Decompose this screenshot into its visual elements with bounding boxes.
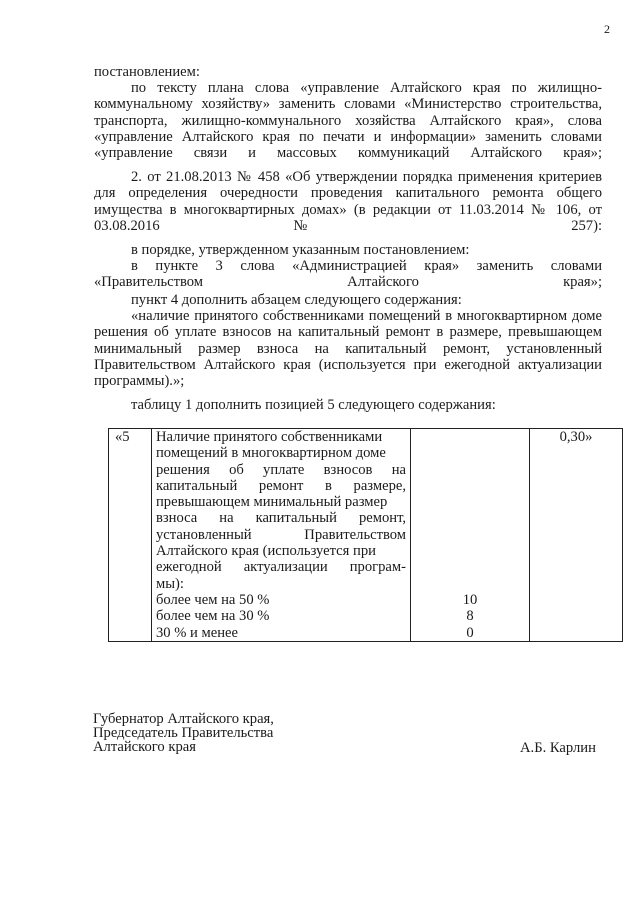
signature-title-line: Губернатор Алтайского края, [93,711,274,727]
option-points: 8 [466,608,474,625]
paragraph-point-3 [94,258,602,291]
points-cell [411,429,530,642]
criterion-cell [152,429,411,642]
paragraph-table-intro: таблицу 1 дополнить позицией 5 следующего содержания: [131,397,496,413]
signature-block [93,712,274,754]
option-label: более чем на 30 % [156,608,270,625]
criterion-line: помещений в многоквартирном доме [156,445,386,462]
paragraph-point-4: пункт 4 дополнить абзацем следующего содержания: [131,292,462,308]
option-points: 0 [466,624,474,641]
criterion-line: ежегодной актуализации програм- [156,559,406,576]
paragraph-point-3-content: в пункте 3 слова «Администрацией края» заменить словами «Правительством Алтайского края»; [94,258,602,291]
paragraph-quote [94,308,602,389]
criterion-line: мы): [156,575,184,592]
table-row [109,429,623,642]
option-label: 30 % и менее [156,624,238,641]
criterion-line: капитальный ремонт в размере, [156,477,406,494]
signature-title-line: Председатель Правительства [93,725,274,741]
paragraph-intro: постановлением: [94,64,200,80]
criterion-line: установленный Правительством [156,526,406,543]
position-cell: «5 [109,429,152,642]
option-label: более чем на 50 % [156,591,270,608]
weight-cell: 0,30» [530,429,623,642]
signatory-name: А.Б. Карлин [520,740,596,756]
criterion-line: взноса на капитальный ремонт, [156,510,406,527]
addition-table [108,428,623,642]
paragraph-plan-text-content: по тексту плана слова «управление Алтайского края по жилищно-коммунальному хозяйству» заменить словами «Министерство строительства, транспорта, жилищно-коммунального хозяйства Алтайского края», слова «управление Алтайского края по печати и информации» заменить словами «управление связи и массовых коммуникаций Алтайского края»; [94,80,602,162]
page-number: 2 [604,22,610,36]
option-points: 10 [462,591,478,608]
paragraph-procedure: в порядке, утвержденном указанным постановлением: [131,242,470,258]
paragraph-item-2 [94,169,602,234]
criterion-line: превышающем минимальный размер [156,494,388,511]
paragraph-plan-text [94,80,602,161]
criterion-line: Наличие принятого собственниками [156,429,383,445]
paragraph-quote-content: «наличие принятого собственниками помещений в многоквартирном доме решения об уплате взносов на капитальный ремонт в размере, превышающем минимальный размер взноса на капитальный ремонт, установленный Правительством Алтайского края (используется при ежегодной актуализации программы).»; [94,308,602,390]
signature-title-line: Алтайского края [93,739,196,755]
criterion-line: Алтайского края (используется при [156,543,376,560]
paragraph-item-2-content: 2. от 21.08.2013 № 458 «Об утверждении порядка применения критериев для определения очередности проведения капитального ремонта общего имущества в многоквартирных домах» (в редакции от 11.03.2014 № 106, от 03.08.2016 № 257): [94,169,602,234]
criterion-line: решения об уплате взносов на [156,461,406,478]
